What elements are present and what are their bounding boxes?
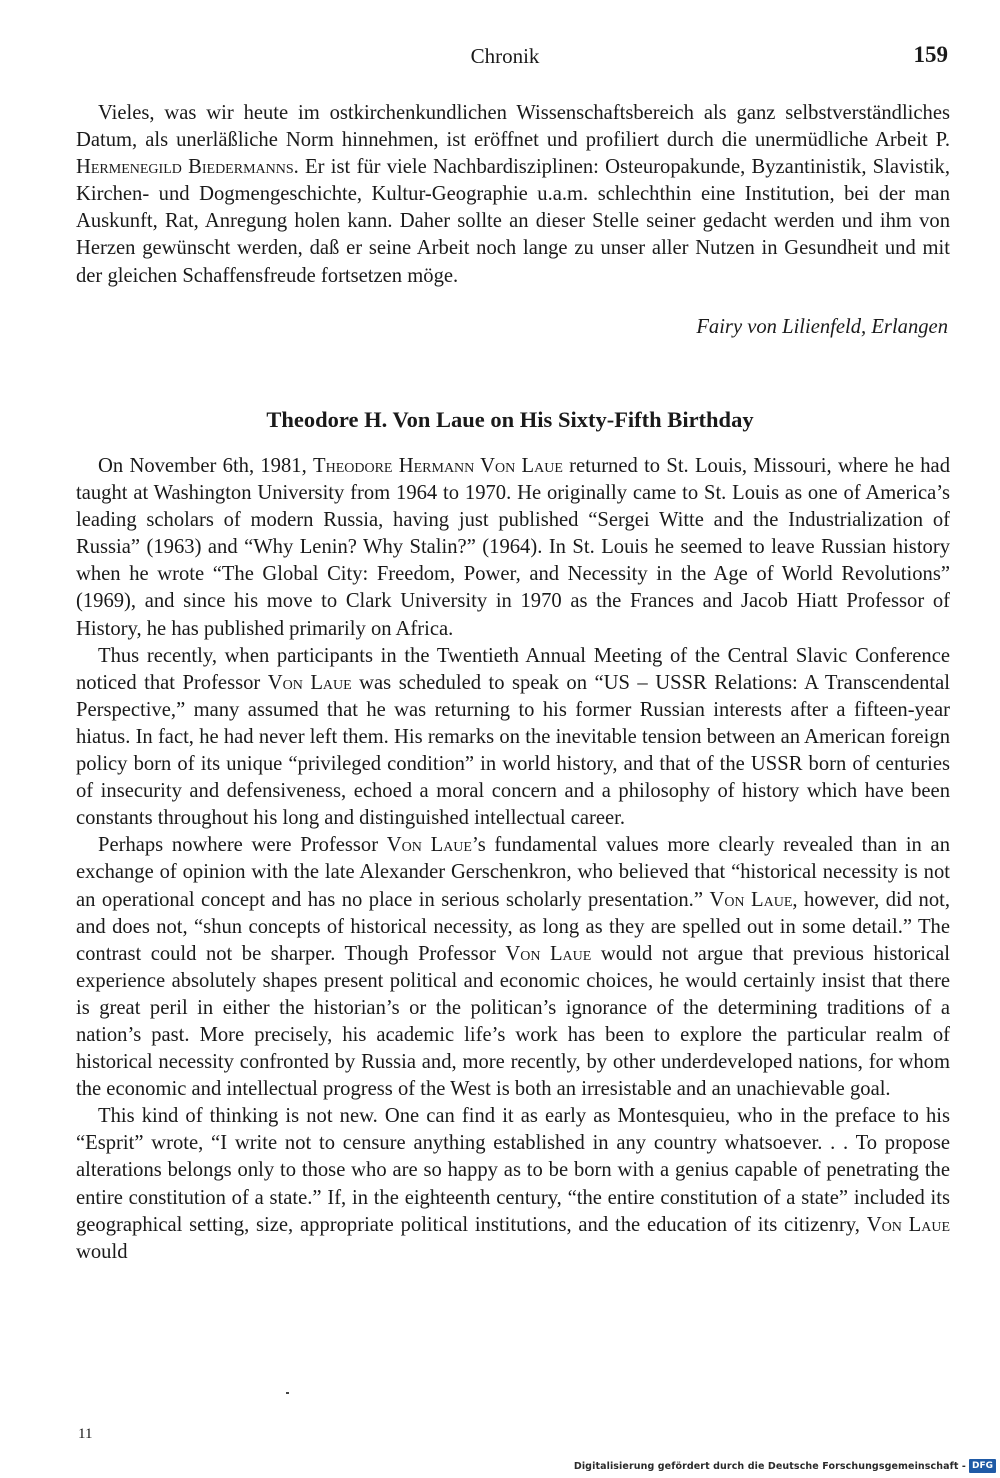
scan-speck <box>286 1392 289 1394</box>
author-signature: Fairy von Lilienfeld, Erlangen <box>696 316 948 338</box>
person-name: Von Laue <box>866 1213 950 1236</box>
text-run: Thus recently, when participants in the Twentieth Annual Meeting of the Central Slavic Conference noticed that Professor <box>76 644 950 694</box>
text-run: would not argue that previous historical experience absolutely shapes present political and economic choices, he would certainly insist that there is great peril in either the historian’s or the politican’s ignorance of the determining traditions of a nation’s past. More precisely, his academic life’s work has been to explore the particular realm of historical necessity confronted by Russia and, more recently, by other underdeveloped nations, for whom the economic and intellectual progress of the West is both an irresistable and an unachievable goal. <box>76 942 950 1101</box>
article-paragraph <box>76 453 950 643</box>
text-run: , however, did not, and does not, “shun concepts of historical necessity, as long as they are spelled out in some detail.” The contrast could not be sharper. Though Professor <box>76 888 950 965</box>
article-paragraph <box>76 1103 950 1266</box>
person-name: Theodore Hermann Von Laue <box>313 455 563 477</box>
article-paragraph <box>76 643 950 833</box>
text-run: This kind of thinking is not new. One can find it as early as Montesquieu, who in the preface to his “Esprit” wrote, “I write not to censure anything established in any country whatsoever. . . To propose alterations belongs only to those who are so happy as to be born with a genius capable of penetrating the entire constitution of a state.” If, in the eighteenth century, “the entire constitution of a state” included its geographical setting, size, appropriate political institutions, and the education of its citizenry, <box>76 1105 950 1236</box>
article-body <box>76 453 950 1266</box>
printer-signature-mark: 11 <box>78 1426 93 1442</box>
running-head <box>0 44 1000 72</box>
credit-text: Digitalisierung gefördert durch die Deutsche Forschungsgemeinschaft - <box>573 1460 966 1472</box>
chronicle-paragraph <box>76 100 950 290</box>
chronicle-paragraph-block <box>76 100 950 290</box>
text-run: returned to St. Louis, Missouri, where he had taught at Washington University from 1964 to 1970. He originally came to St. Louis as one of America’s leading scholars of modern Russia, having just published “Sergei Witte and the Industrialization of Russia” (1963) and “Why Lenin? Why Stalin?” (1964). In St. Louis he seemed to leave Russian history when he wrote “The Global City: Freedom, Power, and Necessity in the Age of World Revolutions” (1969), and since his move to Clark University in 1970 as the Frances and Jacob Hiatt Professor of History, he has published primarily on Africa. <box>76 455 950 640</box>
text-run: On November 6th, 1981, <box>98 455 313 477</box>
article-title: Theodore H. Von Laue on His Sixty-Fifth Birthday <box>266 407 754 432</box>
text-run: Perhaps nowhere were Professor <box>98 834 387 857</box>
page-number: 159 <box>913 42 948 67</box>
text-run: ’s fundamental values more clearly revealed than in an exchange of opinion with the late Alexander Gerschenkron, who believed that “historical necessity is not an operational concept and has no place in serious scholarly presentation.” <box>76 834 950 911</box>
person-name: Von Laue <box>709 888 793 911</box>
person-name: Von Laue <box>267 671 352 694</box>
dfg-logo-icon: DFG <box>969 1459 996 1473</box>
text-run: . Er ist für viele Nachbardisziplinen: Osteuropakunde, Byzantinistik, Slavistik, Kirchen- und Dogmengeschichte, Kultur-Geographie u.a.m. schlechthin eine Institution, bei der man Auskunft, Rat, Anregung holen kann. Daher sollte an dieser Stelle seiner gedacht werden und ihm von Herzen gewünscht werden, daß er seine Arbeit noch lange zu unser aller Nutzen in Gesundheit und mit der gleichen Schaffensfreude fortsetzen möge. <box>76 156 950 287</box>
person-name: Hermenegild Biedermanns <box>76 156 294 179</box>
text-run: Vieles, was wir heute im ostkirchenkundlichen Wissenschaftsbereich als ganz selbstverständliches Datum, als unerläßliche Norm hinnehmen, ist eröffnet und profiliert durch die unermüdliche Arbeit P. <box>76 102 950 152</box>
person-name: Von Laue <box>505 942 592 965</box>
article-paragraph <box>76 832 950 1103</box>
text-run: was scheduled to speak on “US – USSR Relations: A Transcendental Perspective,” many assumed that he was returning to his former Russian interests after a fifteen-year hiatus. In fact, he had never left them. His remarks on the inevitable tension between an American foreign policy born of its unique “privileged condition” in world history, and that of the USSR born of centuries of insecurity and defensiveness, echoed a moral concern and a philosophy of history which have been constants throughout his long and distinguished intellectual career. <box>76 671 950 830</box>
running-title: Chronik <box>470 44 540 68</box>
digitization-credit <box>574 1458 996 1474</box>
person-name: Von Laue <box>386 834 472 857</box>
text-run: would <box>76 1240 128 1263</box>
